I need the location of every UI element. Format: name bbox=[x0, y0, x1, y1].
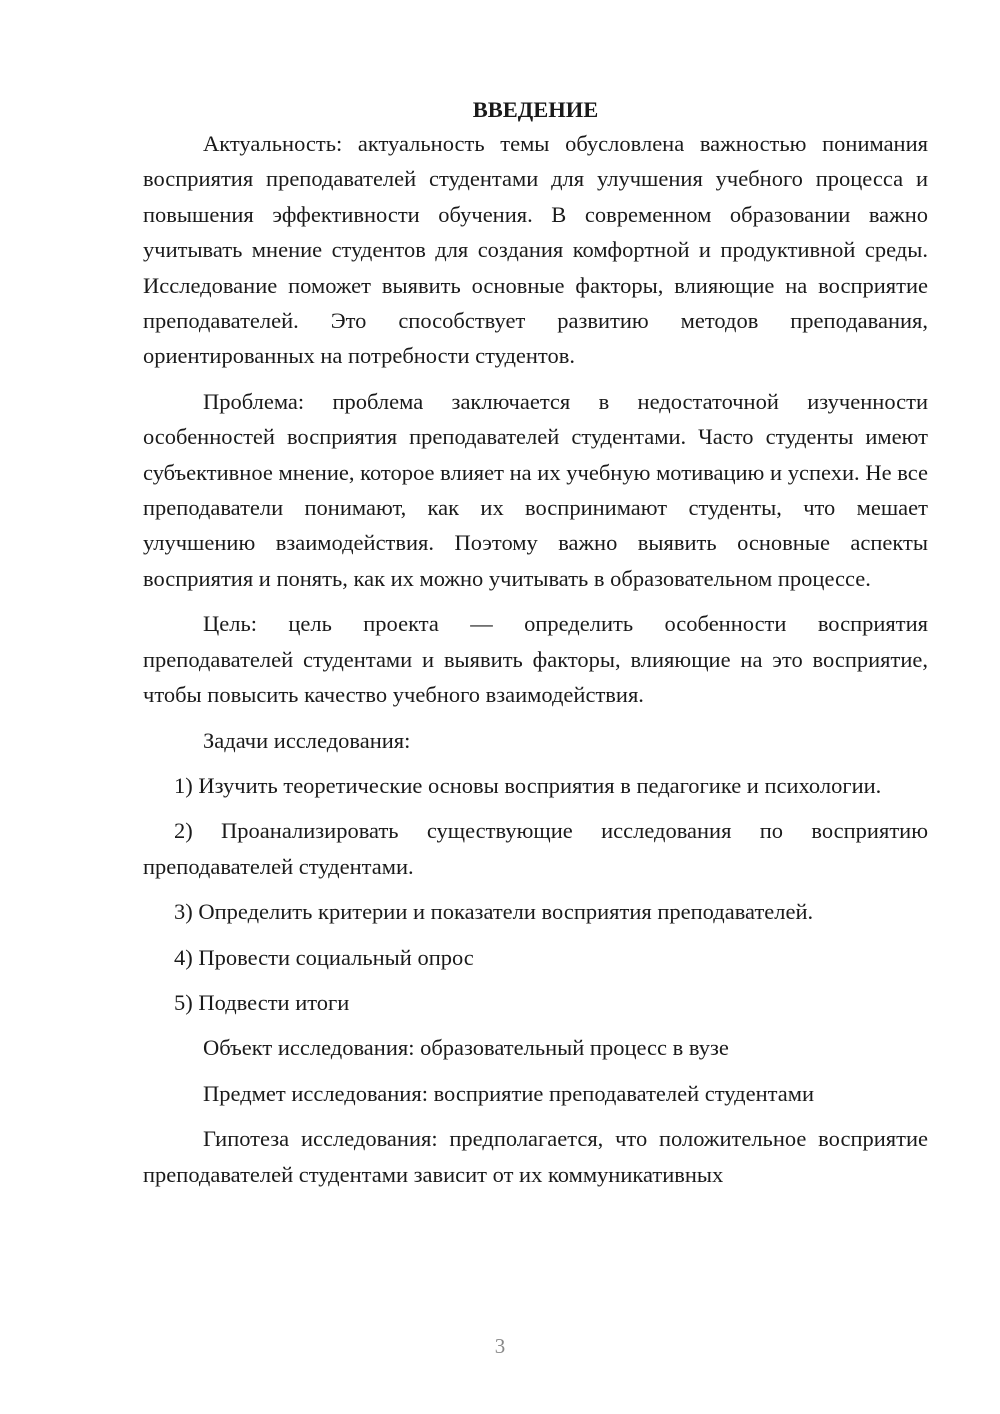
relevance-paragraph: Актуальность: актуальность темы обусловлена важностью понимания восприятия преподавателей студентами для улучшения учебного процесса и повышения эффективности обучения. В современном образовании важно учитывать мнение студентов для создания комфортной и продуктивной среды. Исследование поможет выявить основные факторы, влияющие на восприятие преподавателей. Это способствует развитию методов преподавания, ориентированных на потребности студентов. bbox=[143, 131, 928, 369]
tasks-heading: Задачи исследования: bbox=[203, 727, 411, 753]
page-number: 3 bbox=[494, 1334, 506, 1358]
hypothesis-paragraph: Гипотеза исследования: предполагается, что положительное восприятие преподавателей студентами зависит от их коммуникативных bbox=[143, 1126, 928, 1187]
section-heading: ВВЕДЕНИЕ bbox=[472, 97, 599, 122]
task-item: 1) Изучить теоретические основы восприятия в педагогике и психологии. bbox=[174, 772, 882, 798]
object-paragraph: Объект исследования: образовательный процесс в вузе bbox=[203, 1035, 729, 1061]
problem-paragraph: Проблема: проблема заключается в недостаточной изученности особенностей восприятия преподавателей студентами. Часто студенты имеют субъективное мнение, которое влияет на их учебную мотивацию и успехи. Не все преподаватели понимают, как их воспринимают студенты, что мешает улучшению взаимодействия. Поэтому важно выявить основные аспекты восприятия и понять, как их можно учитывать в образовательном процессе. bbox=[143, 388, 928, 591]
document-page bbox=[143, 95, 928, 1192]
task-item: 5) Подвести итоги bbox=[174, 989, 350, 1015]
subject-paragraph: Предмет исследования: восприятие преподавателей студентами bbox=[203, 1080, 814, 1106]
task-item: 4) Провести социальный опрос bbox=[174, 944, 474, 970]
task-item: 3) Определить критерии и показатели восприятия преподавателей. bbox=[174, 899, 814, 925]
task-item: 2) Проанализировать существующие исследования по восприятию преподавателей студентами. bbox=[143, 818, 928, 879]
goal-paragraph: Цель: цель проекта — определить особенности восприятия преподавателей студентами и выявить факторы, влияющие на это восприятие, чтобы повысить качество учебного взаимодействия. bbox=[143, 611, 928, 708]
